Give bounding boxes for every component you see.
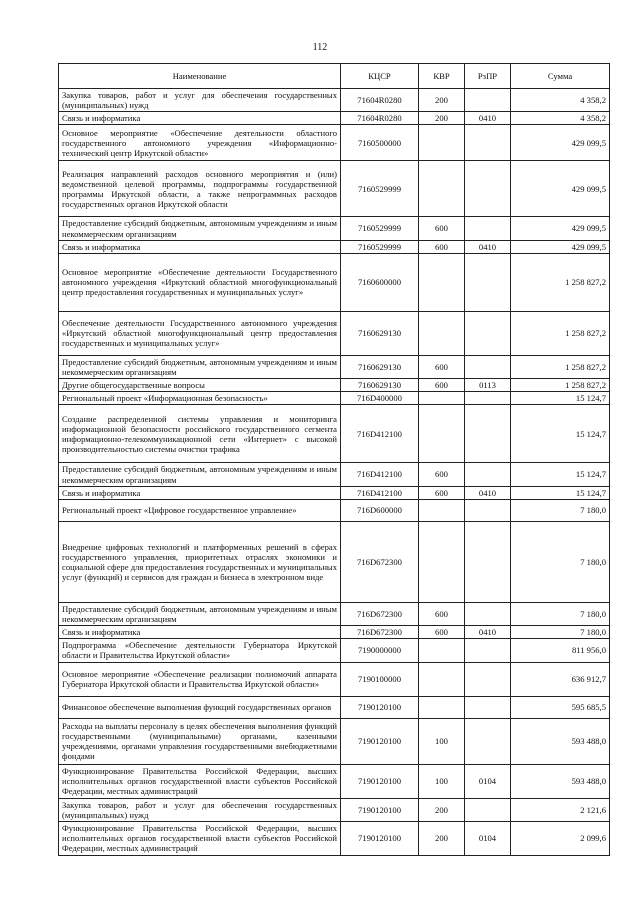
- cell-sum: 7 180,0: [511, 499, 610, 521]
- table-row: [59, 639, 610, 662]
- cell-sum: 1 258 827,2: [511, 311, 610, 355]
- cell-kcsr: 7190120100: [341, 764, 419, 798]
- cell-rzpr: 0410: [465, 626, 511, 639]
- cell-kcsr: 71604R0280: [341, 89, 419, 112]
- table-row: [59, 521, 610, 602]
- cell-name: Другие общегосударственные вопросы: [59, 379, 341, 392]
- budget-table: [58, 63, 610, 856]
- cell-name: Основное мероприятие «Обеспечение деятельности Государственного автономного учреждения «Иркутский областной многофункциональный центр предоставления государственных и муниципальных услуг»: [59, 253, 341, 311]
- cell-kcsr: 716D400000: [341, 392, 419, 405]
- cell-name: Предоставление субсидий бюджетным, автономным учреждениям и иным некоммерческим организациям: [59, 602, 341, 625]
- cell-sum: 15 124,7: [511, 486, 610, 499]
- cell-name: Связь и информатика: [59, 112, 341, 125]
- cell-sum: 7 180,0: [511, 626, 610, 639]
- cell-kcsr: 71604R0280: [341, 112, 419, 125]
- cell-name: Финансовое обеспечение выполнения функций государственных органов: [59, 696, 341, 718]
- cell-rzpr: 0104: [465, 821, 511, 855]
- cell-sum: 429 099,5: [511, 125, 610, 161]
- cell-kcsr: 7160629130: [341, 311, 419, 355]
- cell-sum: 429 099,5: [511, 161, 610, 217]
- cell-sum: 429 099,5: [511, 217, 610, 240]
- table-row: [59, 602, 610, 625]
- cell-rzpr: [465, 718, 511, 764]
- cell-kvr: [419, 696, 465, 718]
- table-row: [59, 798, 610, 821]
- cell-name: Региональный проект «Цифровое государственное управление»: [59, 499, 341, 521]
- cell-sum: 1 258 827,2: [511, 379, 610, 392]
- cell-kvr: 600: [419, 602, 465, 625]
- table-row: [59, 405, 610, 463]
- cell-sum: 636 912,7: [511, 662, 610, 696]
- table-row: [59, 821, 610, 855]
- cell-kvr: 200: [419, 798, 465, 821]
- cell-kcsr: 716D412100: [341, 405, 419, 463]
- cell-rzpr: [465, 392, 511, 405]
- cell-kcsr: 716D600000: [341, 499, 419, 521]
- cell-kvr: [419, 521, 465, 602]
- cell-kvr: 600: [419, 379, 465, 392]
- cell-kvr: [419, 662, 465, 696]
- cell-name: Предоставление субсидий бюджетным, автономным учреждениям и иным некоммерческим организациям: [59, 217, 341, 240]
- cell-sum: 7 180,0: [511, 602, 610, 625]
- cell-kvr: 600: [419, 626, 465, 639]
- cell-kvr: 600: [419, 240, 465, 253]
- cell-sum: 811 956,0: [511, 639, 610, 662]
- cell-rzpr: [465, 253, 511, 311]
- cell-rzpr: [465, 499, 511, 521]
- cell-rzpr: 0410: [465, 112, 511, 125]
- cell-name: Связь и информатика: [59, 626, 341, 639]
- cell-kcsr: 7160529999: [341, 240, 419, 253]
- cell-kvr: [419, 125, 465, 161]
- table-row: [59, 499, 610, 521]
- cell-name: Связь и информатика: [59, 486, 341, 499]
- table-row: [59, 240, 610, 253]
- cell-kvr: 600: [419, 355, 465, 378]
- cell-kvr: 200: [419, 821, 465, 855]
- cell-rzpr: [465, 639, 511, 662]
- cell-name: Предоставление субсидий бюджетным, автономным учреждениям и иным некоммерческим организациям: [59, 463, 341, 486]
- table-row: [59, 764, 610, 798]
- cell-kvr: 600: [419, 486, 465, 499]
- table-row: [59, 696, 610, 718]
- cell-sum: 595 685,5: [511, 696, 610, 718]
- cell-kvr: [419, 161, 465, 217]
- cell-sum: 2 099,6: [511, 821, 610, 855]
- table-row: [59, 125, 610, 161]
- table-row: [59, 161, 610, 217]
- cell-rzpr: [465, 161, 511, 217]
- cell-sum: 429 099,5: [511, 240, 610, 253]
- cell-kcsr: 716D672300: [341, 521, 419, 602]
- cell-name: Функционирование Правительства Российской Федерации, высших исполнительных органов государственной власти субъектов Российской Федерации, местных администраций: [59, 764, 341, 798]
- cell-name: Предоставление субсидий бюджетным, автономным учреждениям и иным некоммерческим организациям: [59, 355, 341, 378]
- cell-sum: 593 488,0: [511, 764, 610, 798]
- cell-kvr: 200: [419, 89, 465, 112]
- table-row: [59, 392, 610, 405]
- cell-sum: 2 121,6: [511, 798, 610, 821]
- cell-sum: 4 358,2: [511, 112, 610, 125]
- cell-kcsr: 716D412100: [341, 486, 419, 499]
- cell-rzpr: [465, 798, 511, 821]
- table-row: [59, 662, 610, 696]
- cell-name: Региональный проект «Информационная безопасность»: [59, 392, 341, 405]
- cell-name: Закупка товаров, работ и услуг для обеспечения государственных (муниципальных) нужд: [59, 798, 341, 821]
- cell-sum: 1 258 827,2: [511, 253, 610, 311]
- cell-name: Обеспечение деятельности Государственного автономного учреждения «Иркутский областной многофункциональный центр предоставления государственных и муниципальных услуг»: [59, 311, 341, 355]
- table-row: [59, 379, 610, 392]
- column-header-kcsr: КЦСР: [341, 64, 419, 89]
- cell-name: Внедрение цифровых технологий и платформенных решений в сферах государственного управления, приоритетных отраслях экономики и социальной сфере для предоставления государственных и муниципальных услуг (функций) и сервисов для граждан и бизнеса в электронном виде: [59, 521, 341, 602]
- cell-kvr: [419, 499, 465, 521]
- cell-name: Основное мероприятие «Обеспечение реализации полномочий аппарата Губернатора Иркутской области и Правительства Иркутской области»: [59, 662, 341, 696]
- cell-sum: 7 180,0: [511, 521, 610, 602]
- table-row: [59, 89, 610, 112]
- cell-name: Реализация направлений расходов основного мероприятия и (или) ведомственной целевой программы, подпрограммы государственной программы Иркутской области, а также непрограммных расходов государственных органов Иркутской области: [59, 161, 341, 217]
- cell-rzpr: [465, 311, 511, 355]
- table-row: [59, 217, 610, 240]
- cell-rzpr: 0410: [465, 240, 511, 253]
- table-header-row: [59, 64, 610, 89]
- column-header-kvr: КВР: [419, 64, 465, 89]
- cell-sum: 1 258 827,2: [511, 355, 610, 378]
- cell-name: Создание распределенной системы управления и мониторинга информационной безопасности российского государственного сегмента информационно-телекоммуникационной сети «Интернет» с высокой производительностью системы очистки трафика: [59, 405, 341, 463]
- cell-sum: 15 124,7: [511, 463, 610, 486]
- cell-rzpr: 0410: [465, 486, 511, 499]
- table-row: [59, 718, 610, 764]
- cell-kcsr: 716D672300: [341, 626, 419, 639]
- cell-kvr: [419, 311, 465, 355]
- cell-kcsr: 716D412100: [341, 463, 419, 486]
- cell-rzpr: [465, 355, 511, 378]
- cell-sum: 15 124,7: [511, 392, 610, 405]
- cell-name: Расходы на выплаты персоналу в целях обеспечения выполнения функций государственными (муниципальными) органами, казенными учреждениями, органами управления государственными внебюджетными фондами: [59, 718, 341, 764]
- cell-rzpr: [465, 217, 511, 240]
- cell-rzpr: [465, 125, 511, 161]
- cell-rzpr: [465, 405, 511, 463]
- cell-kcsr: 7160629130: [341, 379, 419, 392]
- cell-kvr: [419, 639, 465, 662]
- cell-name: Основное мероприятие «Обеспечение деятельности областного государственного автономного учреждения «Информационно-технический центр Иркутской области»: [59, 125, 341, 161]
- cell-sum: 15 124,7: [511, 405, 610, 463]
- column-header-sum: Сумма: [511, 64, 610, 89]
- cell-kcsr: 7190120100: [341, 718, 419, 764]
- table-row: [59, 626, 610, 639]
- table-row: [59, 112, 610, 125]
- cell-name: Связь и информатика: [59, 240, 341, 253]
- page-number: 112: [312, 42, 328, 53]
- table-body: [59, 89, 610, 856]
- cell-rzpr: [465, 696, 511, 718]
- cell-rzpr: [465, 662, 511, 696]
- cell-name: Закупка товаров, работ и услуг для обеспечения государственных (муниципальных) нужд: [59, 89, 341, 112]
- cell-rzpr: [465, 463, 511, 486]
- column-header-rzpr: РзПР: [465, 64, 511, 89]
- cell-sum: 593 488,0: [511, 718, 610, 764]
- cell-kcsr: 7160629130: [341, 355, 419, 378]
- cell-rzpr: [465, 602, 511, 625]
- cell-kcsr: 716D672300: [341, 602, 419, 625]
- cell-kcsr: 7160500000: [341, 125, 419, 161]
- cell-kcsr: 7160529999: [341, 161, 419, 217]
- cell-kvr: 100: [419, 764, 465, 798]
- cell-rzpr: 0104: [465, 764, 511, 798]
- cell-kcsr: 7190120100: [341, 821, 419, 855]
- cell-kcsr: 7160529999: [341, 217, 419, 240]
- cell-kvr: [419, 392, 465, 405]
- table-row: [59, 463, 610, 486]
- table-row: [59, 253, 610, 311]
- cell-kvr: [419, 405, 465, 463]
- cell-name: Функционирование Правительства Российской Федерации, высших исполнительных органов государственной власти субъектов Российской Федерации, местных администраций: [59, 821, 341, 855]
- cell-kvr: 200: [419, 112, 465, 125]
- table-row: [59, 311, 610, 355]
- cell-kcsr: 7190120100: [341, 798, 419, 821]
- cell-kcsr: 7160600000: [341, 253, 419, 311]
- cell-kvr: 100: [419, 718, 465, 764]
- cell-kcsr: 7190120100: [341, 696, 419, 718]
- cell-kcsr: 7190100000: [341, 662, 419, 696]
- table-row: [59, 486, 610, 499]
- table-row: [59, 355, 610, 378]
- column-header-name: Наименование: [59, 64, 341, 89]
- cell-rzpr: 0113: [465, 379, 511, 392]
- cell-name: Подпрограмма «Обеспечение деятельности Губернатора Иркутской области и Правительства Иркутской области»: [59, 639, 341, 662]
- cell-rzpr: [465, 521, 511, 602]
- cell-kvr: 600: [419, 463, 465, 486]
- cell-sum: 4 358,2: [511, 89, 610, 112]
- cell-kcsr: 7190000000: [341, 639, 419, 662]
- cell-kvr: [419, 253, 465, 311]
- cell-kvr: 600: [419, 217, 465, 240]
- cell-rzpr: [465, 89, 511, 112]
